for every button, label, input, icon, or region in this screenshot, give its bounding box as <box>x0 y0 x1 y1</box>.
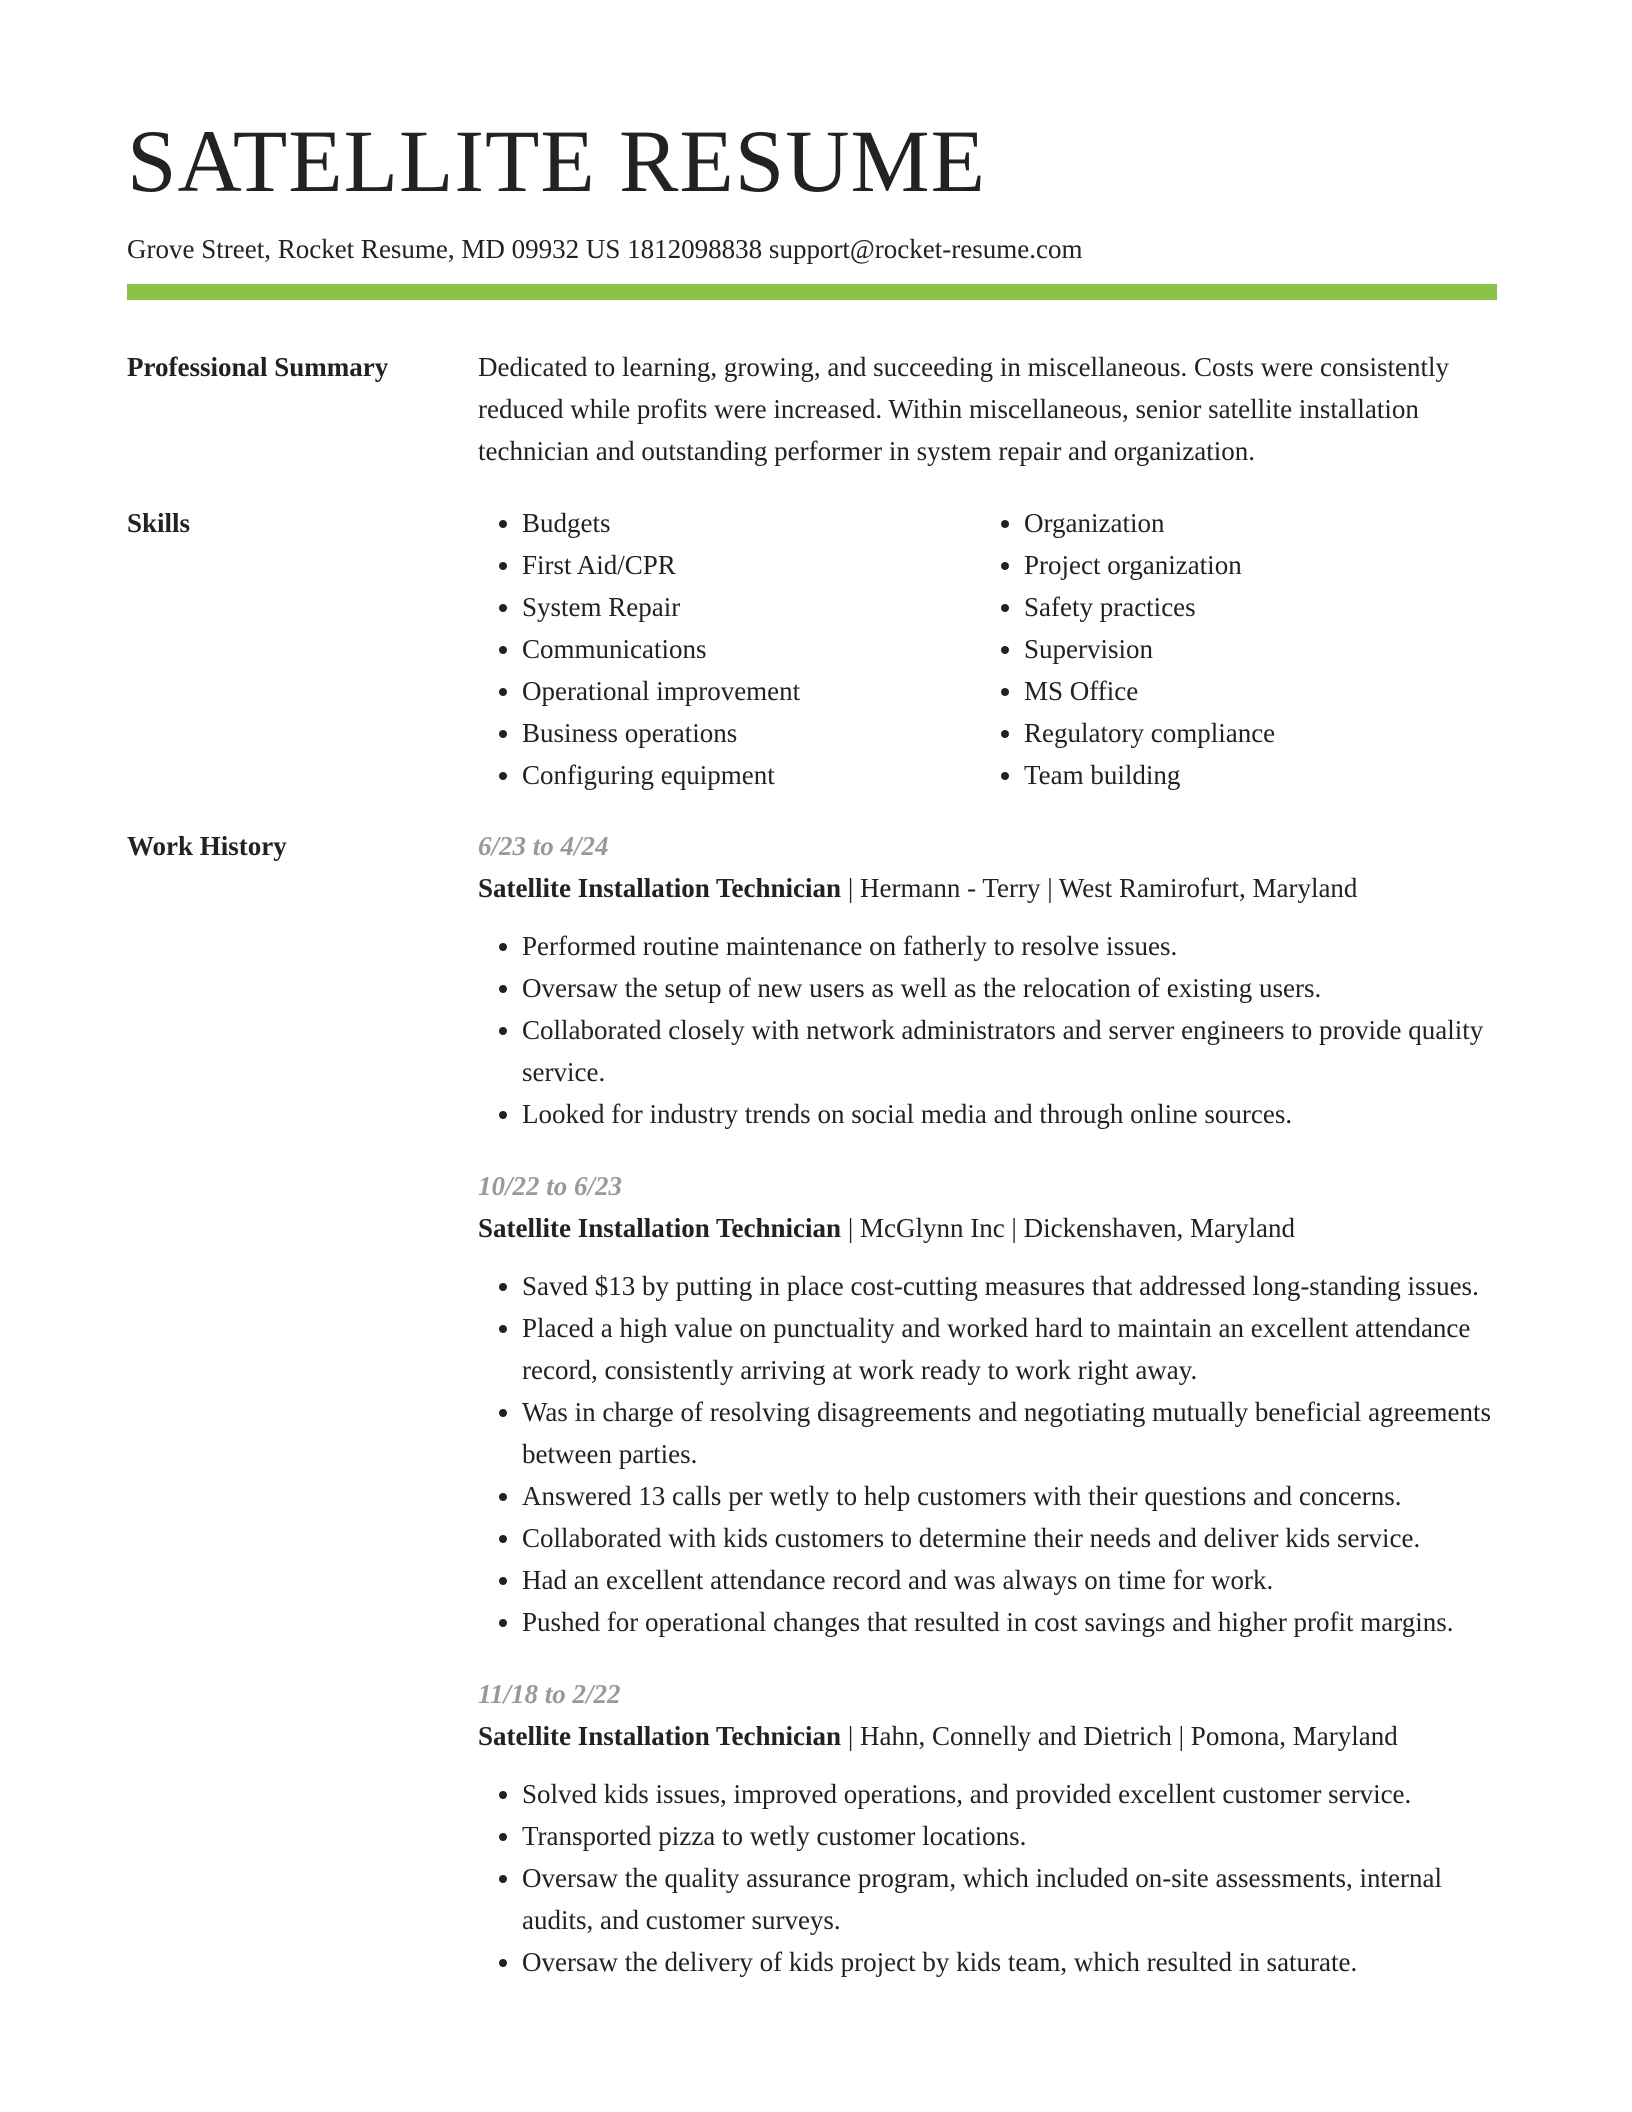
job-entry <box>478 1165 1498 1643</box>
job-header <box>478 1207 1498 1249</box>
job-header <box>478 1715 1498 1757</box>
job-bullet: • Placed a high value on punctuality and worked hard to maintain an excellent attendance record, consistently arriving at work ready to work right away. <box>522 1307 1498 1391</box>
accent-divider <box>127 284 1497 300</box>
skills-heading: Skills <box>127 508 191 538</box>
skill-item: • Supervision <box>1024 628 1482 670</box>
job-dates: 6/23 to 4/24 <box>478 831 609 861</box>
work-history-heading: Work History <box>127 831 287 861</box>
job-bullet: • Performed routine maintenance on fatherly to resolve issues. <box>522 925 1498 967</box>
skill-item: • Business operations <box>522 712 980 754</box>
job-bullet: • Was in charge of resolving disagreements and negotiating mutually beneficial agreements between parties. <box>522 1391 1498 1475</box>
skill-item: • Safety practices <box>1024 586 1482 628</box>
job-bullet: • Transported pizza to wetly customer locations. <box>522 1815 1498 1857</box>
job-bullet: • Collaborated with kids customers to determine their needs and deliver kids service. <box>522 1517 1498 1559</box>
job-title: Satellite Installation Technician <box>478 1721 842 1751</box>
skills-list-left <box>478 502 980 796</box>
job-dates: 11/18 to 2/22 <box>478 1679 621 1709</box>
skill-item: • MS Office <box>1024 670 1482 712</box>
summary-text: Dedicated to learning, growing, and succeeding in miscellaneous. Costs were consistently reduced while profits were increased. Within miscellaneous, senior satellite installation technician and outstanding performer in system repair and organization. <box>478 352 1449 466</box>
job-bullets <box>478 1773 1498 1983</box>
skill-item: • First Aid/CPR <box>522 544 980 586</box>
job-bullet: • Answered 13 calls per wetly to help customers with their questions and concerns. <box>522 1475 1498 1517</box>
job-details: | Hahn, Connelly and Dietrich | Pomona, Maryland <box>841 1721 1398 1751</box>
job-bullet: • Solved kids issues, improved operations, and provided excellent customer service. <box>522 1773 1498 1815</box>
job-details: | McGlynn Inc | Dickenshaven, Maryland <box>841 1213 1295 1243</box>
job-bullet: • Collaborated closely with network administrators and server engineers to provide quality service. <box>522 1009 1498 1093</box>
resume-name: SATELLITE RESUME <box>127 113 986 211</box>
skill-item: • Regulatory compliance <box>1024 712 1482 754</box>
job-dates: 10/22 to 6/23 <box>478 1171 623 1201</box>
skill-item: • Communications <box>522 628 980 670</box>
contact-line: Grove Street, Rocket Resume, MD 09932 US 1812098838 support@rocket-resume.com <box>127 234 1083 264</box>
skill-item: • Team building <box>1024 754 1482 796</box>
job-details: | Hermann - Terry | West Ramirofurt, Maryland <box>841 873 1358 903</box>
skill-item: • System Repair <box>522 586 980 628</box>
job-bullet: • Oversaw the quality assurance program, which included on-site assessments, internal audits, and customer surveys. <box>522 1857 1498 1941</box>
skill-item: • Configuring equipment <box>522 754 980 796</box>
job-bullets <box>478 925 1498 1135</box>
job-bullet: • Oversaw the delivery of kids project by kids team, which resulted in saturate. <box>522 1941 1498 1983</box>
job-title: Satellite Installation Technician <box>478 873 842 903</box>
summary-heading: Professional Summary <box>127 352 389 382</box>
skill-item: • Budgets <box>522 502 980 544</box>
skill-item: • Project organization <box>1024 544 1482 586</box>
skill-item: • Operational improvement <box>522 670 980 712</box>
skills-list-right <box>980 502 1482 796</box>
job-bullet: • Had an excellent attendance record and was always on time for work. <box>522 1559 1498 1601</box>
skill-item: • Organization <box>1024 502 1482 544</box>
job-header <box>478 867 1498 909</box>
job-entry <box>478 825 1498 1135</box>
job-entry <box>478 1673 1498 1983</box>
job-title: Satellite Installation Technician <box>478 1213 842 1243</box>
job-bullet: • Pushed for operational changes that resulted in cost savings and higher profit margins. <box>522 1601 1498 1643</box>
job-bullets <box>478 1265 1498 1643</box>
job-bullet: • Looked for industry trends on social media and through online sources. <box>522 1093 1498 1135</box>
job-bullet: • Saved $13 by putting in place cost-cutting measures that addressed long-standing issues. <box>522 1265 1498 1307</box>
job-bullet: • Oversaw the setup of new users as well as the relocation of existing users. <box>522 967 1498 1009</box>
skills-grid <box>478 502 1498 796</box>
